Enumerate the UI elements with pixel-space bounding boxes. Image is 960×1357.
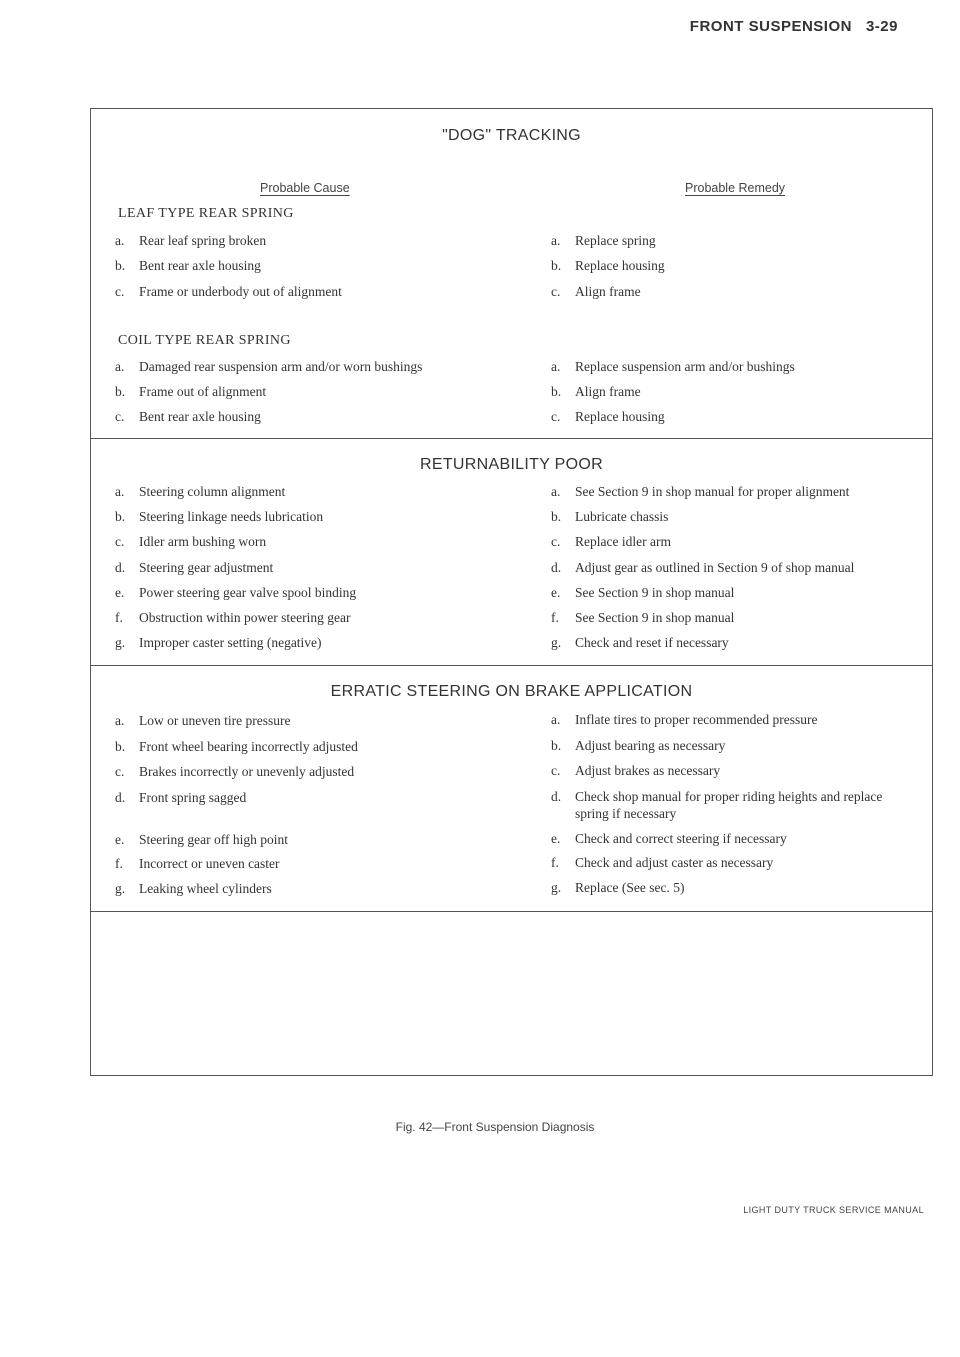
leaf-cause-a: a. Rear leaf spring broken <box>115 233 267 248</box>
coil-cause-c: c. Bent rear axle housing <box>115 409 261 424</box>
returnability-remedy-b: b. Lubricate chassis <box>551 509 669 524</box>
returnability-remedy-d: d. Adjust gear as outlined in Section 9 of shop manual <box>551 560 855 575</box>
coil-cause-a: a. Damaged rear suspension arm and/or worn bushings <box>115 359 423 374</box>
erratic-cause-f: f. Incorrect or uneven caster <box>115 856 280 871</box>
returnability-cause-g: g. Improper caster setting (negative) <box>115 635 322 650</box>
section-divider <box>91 911 932 912</box>
leaf-cause-b: b. Bent rear axle housing <box>115 258 261 273</box>
returnability-remedy-e: e. See Section 9 in shop manual <box>551 585 735 600</box>
section-divider <box>91 438 932 439</box>
erratic-cause-a: a. Low or uneven tire pressure <box>115 713 291 728</box>
returnability-cause-c: c. Idler arm bushing worn <box>115 534 267 549</box>
erratic-cause-d: d. Front spring sagged <box>115 790 247 805</box>
erratic-cause-e: e. Steering gear off high point <box>115 832 288 847</box>
erratic-remedy-c: c. Adjust brakes as necessary <box>551 763 721 778</box>
probable-remedy-heading: Probable Remedy <box>685 181 786 195</box>
section-title: FRONT SUSPENSION <box>689 18 852 35</box>
returnability-cause-d: d. Steering gear adjustment <box>115 560 274 575</box>
leaf-cause-c: c. Frame or underbody out of alignment <box>115 284 342 299</box>
erratic-remedy-a: a. Inflate tires to proper recommended pressure <box>551 712 818 727</box>
leaf-spring-heading: LEAF TYPE REAR SPRING <box>118 206 294 221</box>
returnability-cause-e: e. Power steering gear valve spool binding <box>115 585 357 600</box>
leaf-remedy-a: a. Replace spring <box>551 233 656 248</box>
returnability-remedy-f: f. See Section 9 in shop manual <box>551 610 735 625</box>
erratic-cause-g: g. Leaking wheel cylinders <box>115 881 272 896</box>
coil-spring-heading: COIL TYPE REAR SPRING <box>118 333 291 348</box>
erratic-remedy-f: f. Check and adjust caster as necessary <box>551 855 774 870</box>
page-header <box>690 18 898 35</box>
erratic-cause-b: b. Front wheel bearing incorrectly adjusted <box>115 739 358 754</box>
leaf-remedy-c: c. Align frame <box>551 284 641 299</box>
returnability-remedy-a: a. See Section 9 in shop manual for proper alignment <box>551 484 850 499</box>
erratic-remedy-b: b. Adjust bearing as necessary <box>551 738 726 753</box>
erratic-remedy-d: d. Check shop manual for proper riding heights and replace spring if necessary <box>551 789 883 821</box>
returnability-title: RETURNABILITY POOR <box>420 456 603 473</box>
probable-cause-heading: Probable Cause <box>260 181 350 195</box>
coil-remedy-a: a. Replace suspension arm and/or bushings <box>551 359 795 374</box>
leaf-remedy-b: b. Replace housing <box>551 258 665 273</box>
returnability-cause-b: b. Steering linkage needs lubrication <box>115 509 324 524</box>
returnability-cause-a: a. Steering column alignment <box>115 484 286 499</box>
section-divider <box>91 665 932 666</box>
erratic-cause-c: c. Brakes incorrectly or unevenly adjusted <box>115 764 355 779</box>
coil-remedy-b: b. Align frame <box>551 384 641 399</box>
manual-footer: LIGHT DUTY TRUCK SERVICE MANUAL <box>743 1205 924 1215</box>
dog-tracking-title: "DOG" TRACKING <box>442 127 581 144</box>
returnability-remedy-c: c. Replace idler arm <box>551 534 671 549</box>
figure-caption: Fig. 42—Front Suspension Diagnosis <box>395 1120 595 1134</box>
returnability-remedy-g: g. Check and reset if necessary <box>551 635 729 650</box>
erratic-steering-title: ERRATIC STEERING ON BRAKE APPLICATION <box>330 683 693 700</box>
coil-remedy-c: c. Replace housing <box>551 409 665 424</box>
returnability-cause-f: f. Obstruction within power steering gear <box>115 610 351 625</box>
erratic-remedy-g: g. Replace (See sec. 5) <box>551 880 685 895</box>
page-number: 3-29 <box>865 18 898 35</box>
erratic-remedy-e: e. Check and correct steering if necessary <box>551 831 787 846</box>
coil-cause-b: b. Frame out of alignment <box>115 384 267 399</box>
diagnosis-chart <box>90 108 933 1076</box>
